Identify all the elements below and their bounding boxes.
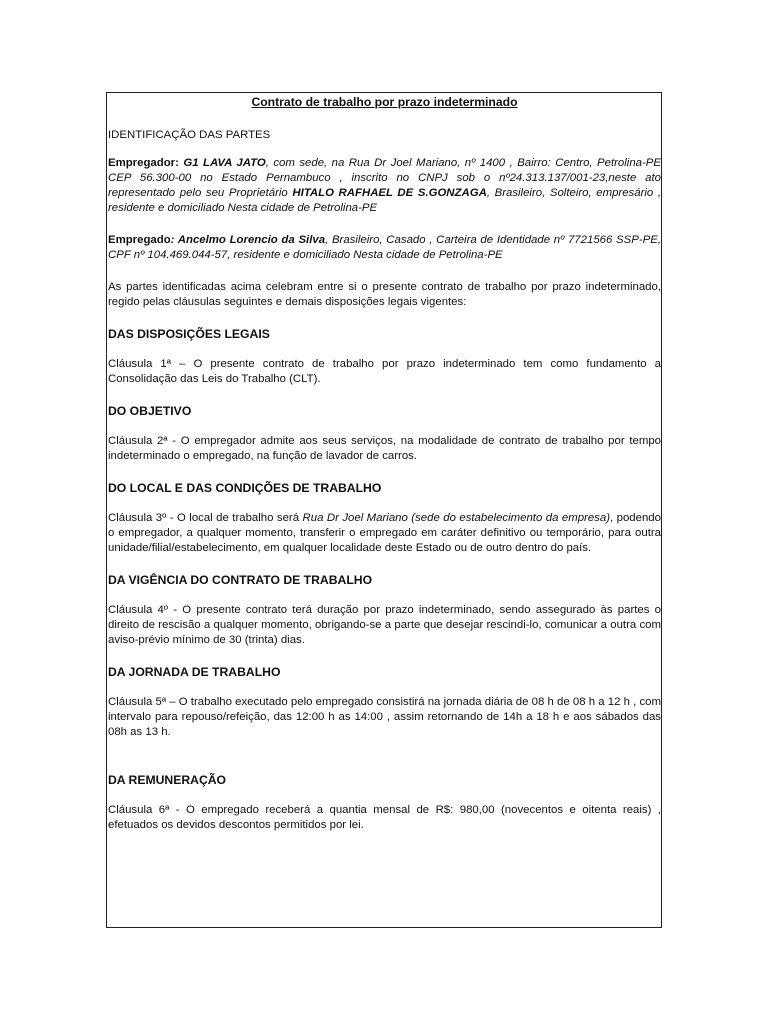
employer-text-1: , com sede, na Rua Dr Joel Mariano, nº 1400 , Bairro: Centro, Petrolina-PE CEP 56.300-00 no Estado Pernambuco , inscrito no CNPJ sob o nº24.313.137/001-23,neste ato representado pelo seu Proprietário: [108, 157, 661, 199]
document-content: [108, 95, 661, 850]
section-heading-objective: DO OBJETIVO: [108, 404, 192, 418]
document-title: Contrato de trabalho por prazo indeterminado: [251, 95, 518, 109]
section-heading-workplace: DO LOCAL E DAS CONDIÇÕES DE TRABALHO: [108, 481, 382, 495]
document-frame: [106, 92, 662, 928]
employer-name: G1 LAVA JATO: [183, 157, 266, 169]
employer-text-2: , Brasileiro, Solteiro, empresário , residente e domiciliado Nesta cidade de Petrolina-PE: [108, 187, 662, 214]
clause-3-location: Rua Dr Joel Mariano (sede do estabelecimento da empresa): [302, 512, 610, 524]
clause-3: [108, 511, 661, 556]
section-heading-hours: DA JORNADA DE TRABALHO: [108, 665, 281, 679]
preamble-paragraph: As partes identificadas acima celebram entre si o presente contrato de trabalho por prazo indeterminado, regido pelas cláusulas seguintes e demais disposições legais vigentes:: [108, 281, 661, 308]
section-heading-legal: DAS DISPOSIÇÕES LEGAIS: [108, 327, 270, 341]
clause-3-text-b: , podendo o empregador, a qualquer momento, transferir o empregado em caráter definitivo ou temporário, para outra unidade/filial/estabelecimento, em qualquer localidade deste Estado ou de outro dentro do país.: [108, 512, 661, 554]
employee-paragraph: [108, 233, 661, 263]
clause-6: Cláusula 6ª - O empregado receberá a quantia mensal de R$: 980,00 (novecentos e oitenta reais) , efetuados os devidos descontos permitidos por lei.: [108, 804, 661, 831]
clause-4: Cláusula 4º - O presente contrato terá duração por prazo indeterminado, sendo assegurado às partes o direito de rescisão a qualquer momento, obrigando-se a parte que desejar rescindi-lo, comunicar a outra com aviso-prévio mínimo de 30 (trinta) dias.: [108, 604, 661, 646]
section-heading-term: DA VIGÊNCIA DO CONTRATO DE TRABALHO: [108, 573, 373, 587]
parties-heading: IDENTIFICAÇÃO DAS PARTES: [108, 129, 271, 141]
section-heading-pay: DA REMUNERAÇÃO: [108, 773, 227, 787]
employer-paragraph: [108, 156, 661, 216]
clause-3-text-a: Cláusula 3º - O local de trabalho será: [108, 512, 303, 524]
employer-owner: HITALO RAFHAEL DE S.GONZAGA: [292, 187, 487, 199]
clause-5: Cláusula 5ª – O trabalho executado pelo empregado consistirá na jornada diária de 08 h de 08 h a 12 h , com intervalo para repouso/refeição, das 12:00 h as 14:00 , assim retornando de 14h a 18 h e aos sábados das 08h as 13 h.: [108, 696, 661, 738]
employee-text: , Brasileiro, Casado , Carteira de Identidade nº 7721566 SSP-PE, CPF nº 104.469.044-57, residente e domiciliado Nesta cidade de Petrolina-PE: [108, 234, 661, 261]
clause-2: Cláusula 2ª - O empregador admite aos seus serviços, na modalidade de contrato de trabalho por tempo indeterminado o empregado, na função de lavador de carros.: [108, 435, 661, 462]
employee-label: Empregado: [108, 234, 171, 246]
employer-label: Empregador:: [108, 157, 179, 169]
clause-1: Cláusula 1ª – O presente contrato de trabalho por prazo indeterminado tem como fundamento a Consolidação das Leis do Trabalho (CLT).: [108, 358, 661, 385]
employee-name: : Ancelmo Lorencio da Silva: [170, 234, 326, 246]
